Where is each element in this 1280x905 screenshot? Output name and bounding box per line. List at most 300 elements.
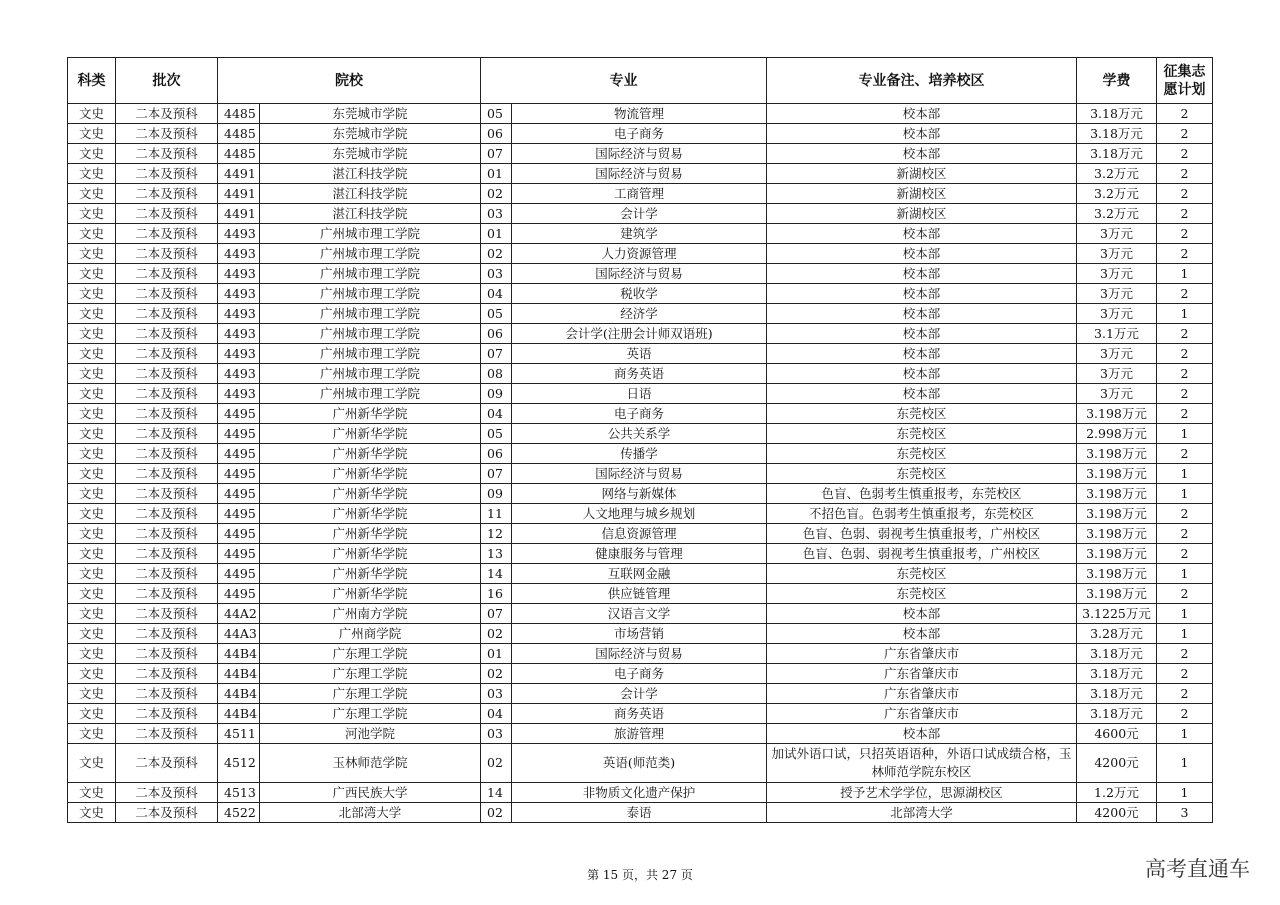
table-row [68, 244, 1213, 264]
cell-fee: 3.198万元 [1077, 504, 1157, 524]
cell-plan: 1 [1157, 484, 1213, 504]
table-body [68, 104, 1213, 823]
cell-major-code: 09 [481, 384, 512, 404]
cell-batch: 二本及预科 [116, 524, 218, 544]
cell-plan: 2 [1157, 164, 1213, 184]
cell-batch: 二本及预科 [116, 584, 218, 604]
cell-school: 广州城市理工学院 [260, 244, 481, 264]
cell-subject: 文史 [68, 744, 116, 783]
cell-note: 校本部 [767, 284, 1077, 304]
cell-batch: 二本及预科 [116, 744, 218, 783]
table-row [68, 124, 1213, 144]
cell-batch: 二本及预科 [116, 504, 218, 524]
cell-note: 校本部 [767, 624, 1077, 644]
cell-plan: 2 [1157, 404, 1213, 424]
cell-subject: 文史 [68, 284, 116, 304]
cell-note: 北部湾大学 [767, 803, 1077, 823]
cell-subject: 文史 [68, 664, 116, 684]
cell-fee: 3.198万元 [1077, 564, 1157, 584]
cell-school: 广州城市理工学院 [260, 384, 481, 404]
cell-batch: 二本及预科 [116, 224, 218, 244]
cell-note: 东莞校区 [767, 444, 1077, 464]
cell-major: 国际经济与贸易 [512, 144, 767, 164]
cell-subject: 文史 [68, 504, 116, 524]
cell-note: 校本部 [767, 264, 1077, 284]
cell-school-code: 4495 [218, 544, 260, 564]
cell-major: 国际经济与贸易 [512, 464, 767, 484]
cell-major-code: 01 [481, 224, 512, 244]
cell-major: 会计学 [512, 204, 767, 224]
cell-fee: 3万元 [1077, 344, 1157, 364]
cell-subject: 文史 [68, 324, 116, 344]
cell-major-code: 03 [481, 264, 512, 284]
cell-major-code: 03 [481, 204, 512, 224]
cell-batch: 二本及预科 [116, 684, 218, 704]
cell-school: 广州城市理工学院 [260, 264, 481, 284]
cell-major: 旅游管理 [512, 724, 767, 744]
cell-school-code: 4485 [218, 144, 260, 164]
cell-major: 工商管理 [512, 184, 767, 204]
cell-major-code: 04 [481, 404, 512, 424]
cell-major-code: 02 [481, 664, 512, 684]
cell-subject: 文史 [68, 783, 116, 803]
cell-subject: 文史 [68, 803, 116, 823]
cell-fee: 3万元 [1077, 264, 1157, 284]
cell-note: 校本部 [767, 344, 1077, 364]
cell-major-code: 06 [481, 444, 512, 464]
cell-school-code: 4493 [218, 284, 260, 304]
header-note: 专业备注、培养校区 [767, 58, 1077, 104]
cell-batch: 二本及预科 [116, 244, 218, 264]
cell-batch: 二本及预科 [116, 264, 218, 284]
cell-school-code: 4493 [218, 244, 260, 264]
cell-subject: 文史 [68, 524, 116, 544]
cell-note: 东莞校区 [767, 424, 1077, 444]
table-row [68, 104, 1213, 124]
cell-school: 广州城市理工学院 [260, 344, 481, 364]
cell-fee: 3.2万元 [1077, 164, 1157, 184]
cell-major-code: 05 [481, 104, 512, 124]
cell-major: 国际经济与贸易 [512, 264, 767, 284]
cell-batch: 二本及预科 [116, 704, 218, 724]
table-row [68, 184, 1213, 204]
table-row [68, 664, 1213, 684]
cell-school-code: 44A2 [218, 604, 260, 624]
cell-school-code: 4522 [218, 803, 260, 823]
cell-batch: 二本及预科 [116, 783, 218, 803]
cell-major: 传播学 [512, 444, 767, 464]
cell-school-code: 44B4 [218, 684, 260, 704]
cell-plan: 1 [1157, 724, 1213, 744]
cell-subject: 文史 [68, 244, 116, 264]
cell-plan: 1 [1157, 564, 1213, 584]
cell-major: 网络与新媒体 [512, 484, 767, 504]
cell-plan: 2 [1157, 184, 1213, 204]
cell-fee: 3万元 [1077, 304, 1157, 324]
cell-batch: 二本及预科 [116, 164, 218, 184]
cell-subject: 文史 [68, 724, 116, 744]
cell-fee: 3.18万元 [1077, 124, 1157, 144]
cell-plan: 2 [1157, 444, 1213, 464]
table-row [68, 444, 1213, 464]
cell-plan: 1 [1157, 783, 1213, 803]
cell-fee: 3.198万元 [1077, 464, 1157, 484]
cell-school-code: 4495 [218, 484, 260, 504]
cell-school: 广州新华学院 [260, 464, 481, 484]
cell-note: 校本部 [767, 324, 1077, 344]
cell-subject: 文史 [68, 584, 116, 604]
cell-batch: 二本及预科 [116, 204, 218, 224]
cell-school: 广西民族大学 [260, 783, 481, 803]
table-row [68, 484, 1213, 504]
cell-batch: 二本及预科 [116, 803, 218, 823]
cell-plan: 2 [1157, 664, 1213, 684]
cell-school-code: 4495 [218, 504, 260, 524]
cell-school: 广州城市理工学院 [260, 304, 481, 324]
cell-major-code: 03 [481, 684, 512, 704]
cell-major-code: 16 [481, 584, 512, 604]
cell-subject: 文史 [68, 184, 116, 204]
cell-note: 色盲、色弱考生慎重报考，东莞校区 [767, 484, 1077, 504]
cell-school: 广州新华学院 [260, 564, 481, 584]
cell-fee: 3.1万元 [1077, 324, 1157, 344]
cell-school-code: 4485 [218, 104, 260, 124]
cell-batch: 二本及预科 [116, 304, 218, 324]
cell-note: 色盲、色弱、弱视考生慎重报考，广州校区 [767, 544, 1077, 564]
cell-school: 广东理工学院 [260, 644, 481, 664]
table-row [68, 584, 1213, 604]
cell-school-code: 4493 [218, 264, 260, 284]
cell-note: 新湖校区 [767, 184, 1077, 204]
cell-note: 校本部 [767, 384, 1077, 404]
cell-major: 汉语言文学 [512, 604, 767, 624]
cell-note: 授予艺术学学位，思源湖校区 [767, 783, 1077, 803]
cell-subject: 文史 [68, 564, 116, 584]
cell-subject: 文史 [68, 364, 116, 384]
cell-school-code: 44B4 [218, 644, 260, 664]
cell-school-code: 4491 [218, 204, 260, 224]
cell-major-code: 04 [481, 704, 512, 724]
cell-school: 广州城市理工学院 [260, 224, 481, 244]
cell-major: 建筑学 [512, 224, 767, 244]
cell-school-code: 4511 [218, 724, 260, 744]
cell-major: 健康服务与管理 [512, 544, 767, 564]
cell-batch: 二本及预科 [116, 464, 218, 484]
cell-major: 国际经济与贸易 [512, 644, 767, 664]
cell-batch: 二本及预科 [116, 384, 218, 404]
cell-subject: 文史 [68, 384, 116, 404]
cell-batch: 二本及预科 [116, 604, 218, 624]
cell-school: 湛江科技学院 [260, 164, 481, 184]
cell-major-code: 13 [481, 544, 512, 564]
cell-major: 供应链管理 [512, 584, 767, 604]
cell-school: 广州新华学院 [260, 484, 481, 504]
cell-plan: 2 [1157, 244, 1213, 264]
table-row [68, 544, 1213, 564]
cell-note: 色盲、色弱、弱视考生慎重报考，广州校区 [767, 524, 1077, 544]
cell-batch: 二本及预科 [116, 284, 218, 304]
cell-plan: 3 [1157, 803, 1213, 823]
cell-major-code: 07 [481, 144, 512, 164]
cell-major-code: 14 [481, 783, 512, 803]
cell-batch: 二本及预科 [116, 184, 218, 204]
cell-major-code: 02 [481, 244, 512, 264]
cell-plan: 2 [1157, 644, 1213, 664]
cell-subject: 文史 [68, 624, 116, 644]
cell-major-code: 07 [481, 464, 512, 484]
cell-subject: 文史 [68, 484, 116, 504]
watermark: 高考直通车 [1145, 857, 1250, 881]
cell-note: 新湖校区 [767, 164, 1077, 184]
cell-note: 校本部 [767, 144, 1077, 164]
cell-plan: 1 [1157, 604, 1213, 624]
cell-fee: 3.198万元 [1077, 524, 1157, 544]
cell-major-code: 05 [481, 304, 512, 324]
cell-school: 东莞城市学院 [260, 124, 481, 144]
cell-subject: 文史 [68, 444, 116, 464]
cell-major: 人文地理与城乡规划 [512, 504, 767, 524]
cell-fee: 3.198万元 [1077, 544, 1157, 564]
cell-major: 经济学 [512, 304, 767, 324]
cell-school: 广州新华学院 [260, 504, 481, 524]
cell-fee: 3.198万元 [1077, 484, 1157, 504]
cell-plan: 2 [1157, 344, 1213, 364]
cell-note: 东莞校区 [767, 404, 1077, 424]
cell-note: 广东省肇庆市 [767, 664, 1077, 684]
cell-fee: 4600元 [1077, 724, 1157, 744]
cell-major: 日语 [512, 384, 767, 404]
cell-major-code: 01 [481, 164, 512, 184]
cell-batch: 二本及预科 [116, 624, 218, 644]
cell-fee: 3万元 [1077, 364, 1157, 384]
cell-school: 广州新华学院 [260, 424, 481, 444]
cell-note: 校本部 [767, 364, 1077, 384]
cell-plan: 2 [1157, 504, 1213, 524]
cell-school-code: 4493 [218, 224, 260, 244]
cell-school-code: 4495 [218, 524, 260, 544]
cell-school: 湛江科技学院 [260, 184, 481, 204]
cell-major: 物流管理 [512, 104, 767, 124]
cell-major-code: 12 [481, 524, 512, 544]
cell-school-code: 44B4 [218, 664, 260, 684]
cell-fee: 3.18万元 [1077, 144, 1157, 164]
cell-school-code: 44B4 [218, 704, 260, 724]
cell-major: 英语(师范类) [512, 744, 767, 783]
cell-fee: 3万元 [1077, 244, 1157, 264]
cell-plan: 2 [1157, 204, 1213, 224]
header-subject: 科类 [68, 58, 116, 104]
cell-major-code: 07 [481, 604, 512, 624]
cell-plan: 2 [1157, 384, 1213, 404]
cell-plan: 2 [1157, 684, 1213, 704]
cell-school-code: 4495 [218, 404, 260, 424]
cell-major: 互联网金融 [512, 564, 767, 584]
cell-school-code: 4512 [218, 744, 260, 783]
cell-fee: 3.198万元 [1077, 444, 1157, 464]
cell-subject: 文史 [68, 224, 116, 244]
cell-school-code: 4491 [218, 164, 260, 184]
cell-note: 校本部 [767, 104, 1077, 124]
cell-school: 广东理工学院 [260, 664, 481, 684]
cell-note: 校本部 [767, 244, 1077, 264]
table-row [68, 284, 1213, 304]
cell-batch: 二本及预科 [116, 724, 218, 744]
cell-subject: 文史 [68, 204, 116, 224]
cell-school: 湛江科技学院 [260, 204, 481, 224]
cell-major-code: 11 [481, 504, 512, 524]
cell-note: 校本部 [767, 724, 1077, 744]
header-plan: 征集志愿计划 [1157, 58, 1213, 104]
cell-plan: 2 [1157, 544, 1213, 564]
table-row [68, 624, 1213, 644]
table-row [68, 724, 1213, 744]
cell-note: 校本部 [767, 304, 1077, 324]
cell-school-code: 4495 [218, 444, 260, 464]
cell-school: 广州南方学院 [260, 604, 481, 624]
cell-major: 市场营销 [512, 624, 767, 644]
cell-subject: 文史 [68, 264, 116, 284]
cell-major: 会计学(注册会计师双语班) [512, 324, 767, 344]
cell-school: 玉林师范学院 [260, 744, 481, 783]
cell-school: 广州城市理工学院 [260, 324, 481, 344]
cell-school: 广州新华学院 [260, 404, 481, 424]
cell-batch: 二本及预科 [116, 424, 218, 444]
cell-plan: 1 [1157, 464, 1213, 484]
table-row [68, 704, 1213, 724]
cell-major-code: 08 [481, 364, 512, 384]
cell-plan: 2 [1157, 324, 1213, 344]
cell-subject: 文史 [68, 424, 116, 444]
cell-major: 非物质文化遗产保护 [512, 783, 767, 803]
cell-note: 新湖校区 [767, 204, 1077, 224]
cell-school: 广州城市理工学院 [260, 284, 481, 304]
cell-school: 广州城市理工学院 [260, 364, 481, 384]
cell-note: 校本部 [767, 224, 1077, 244]
cell-major-code: 02 [481, 803, 512, 823]
table-row [68, 744, 1213, 783]
cell-major-code: 07 [481, 344, 512, 364]
header-fee: 学费 [1077, 58, 1157, 104]
table-row [68, 504, 1213, 524]
cell-batch: 二本及预科 [116, 664, 218, 684]
cell-fee: 3.18万元 [1077, 684, 1157, 704]
cell-school-code: 4495 [218, 564, 260, 584]
cell-school-code: 4493 [218, 384, 260, 404]
cell-subject: 文史 [68, 704, 116, 724]
cell-major: 人力资源管理 [512, 244, 767, 264]
cell-note: 广东省肇庆市 [767, 704, 1077, 724]
cell-major: 英语 [512, 344, 767, 364]
table-row [68, 644, 1213, 664]
cell-school: 广州新华学院 [260, 584, 481, 604]
cell-plan: 1 [1157, 264, 1213, 284]
cell-major-code: 02 [481, 744, 512, 783]
cell-note: 东莞校区 [767, 464, 1077, 484]
cell-subject: 文史 [68, 644, 116, 664]
cell-subject: 文史 [68, 104, 116, 124]
cell-major: 国际经济与贸易 [512, 164, 767, 184]
cell-note: 加试外语口试，只招英语语种，外语口试成绩合格，玉林师范学院东校区 [767, 744, 1077, 783]
cell-batch: 二本及预科 [116, 104, 218, 124]
cell-major: 电子商务 [512, 124, 767, 144]
table-row [68, 424, 1213, 444]
table-row [68, 324, 1213, 344]
table-row [68, 464, 1213, 484]
page-number: 第 15 页，共 27 页 [587, 868, 693, 882]
cell-note: 广东省肇庆市 [767, 644, 1077, 664]
cell-school: 河池学院 [260, 724, 481, 744]
cell-plan: 2 [1157, 224, 1213, 244]
cell-batch: 二本及预科 [116, 344, 218, 364]
table-row [68, 384, 1213, 404]
cell-fee: 3.18万元 [1077, 644, 1157, 664]
cell-major-code: 09 [481, 484, 512, 504]
cell-major-code: 02 [481, 624, 512, 644]
cell-batch: 二本及预科 [116, 124, 218, 144]
cell-subject: 文史 [68, 344, 116, 364]
cell-fee: 3.198万元 [1077, 404, 1157, 424]
table-row [68, 803, 1213, 823]
cell-school: 广州新华学院 [260, 524, 481, 544]
cell-major: 税收学 [512, 284, 767, 304]
cell-fee: 2.998万元 [1077, 424, 1157, 444]
cell-plan: 2 [1157, 704, 1213, 724]
cell-note: 东莞校区 [767, 564, 1077, 584]
cell-subject: 文史 [68, 604, 116, 624]
cell-major-code: 06 [481, 124, 512, 144]
cell-plan: 2 [1157, 524, 1213, 544]
cell-subject: 文史 [68, 684, 116, 704]
cell-school-code: 44A3 [218, 624, 260, 644]
cell-fee: 3.28万元 [1077, 624, 1157, 644]
cell-fee: 1.2万元 [1077, 783, 1157, 803]
cell-subject: 文史 [68, 404, 116, 424]
cell-plan: 1 [1157, 424, 1213, 444]
cell-plan: 1 [1157, 624, 1213, 644]
table-row [68, 304, 1213, 324]
header-batch: 批次 [116, 58, 218, 104]
cell-school-code: 4493 [218, 364, 260, 384]
cell-note: 校本部 [767, 604, 1077, 624]
cell-plan: 2 [1157, 124, 1213, 144]
cell-major: 信息资源管理 [512, 524, 767, 544]
cell-major: 电子商务 [512, 664, 767, 684]
cell-batch: 二本及预科 [116, 644, 218, 664]
cell-major: 商务英语 [512, 364, 767, 384]
table-row [68, 204, 1213, 224]
cell-subject: 文史 [68, 144, 116, 164]
cell-note: 不招色盲。色弱考生慎重报考，东莞校区 [767, 504, 1077, 524]
cell-plan: 2 [1157, 144, 1213, 164]
cell-batch: 二本及预科 [116, 544, 218, 564]
cell-school: 广州新华学院 [260, 444, 481, 464]
cell-batch: 二本及预科 [116, 404, 218, 424]
cell-school: 东莞城市学院 [260, 144, 481, 164]
cell-batch: 二本及预科 [116, 324, 218, 344]
cell-batch: 二本及预科 [116, 144, 218, 164]
cell-subject: 文史 [68, 464, 116, 484]
cell-plan: 2 [1157, 584, 1213, 604]
cell-school: 广州新华学院 [260, 544, 481, 564]
cell-fee: 3.18万元 [1077, 104, 1157, 124]
table-row [68, 344, 1213, 364]
cell-plan: 1 [1157, 744, 1213, 783]
cell-school: 北部湾大学 [260, 803, 481, 823]
cell-fee: 3.18万元 [1077, 664, 1157, 684]
cell-major-code: 02 [481, 184, 512, 204]
cell-batch: 二本及预科 [116, 444, 218, 464]
cell-subject: 文史 [68, 544, 116, 564]
